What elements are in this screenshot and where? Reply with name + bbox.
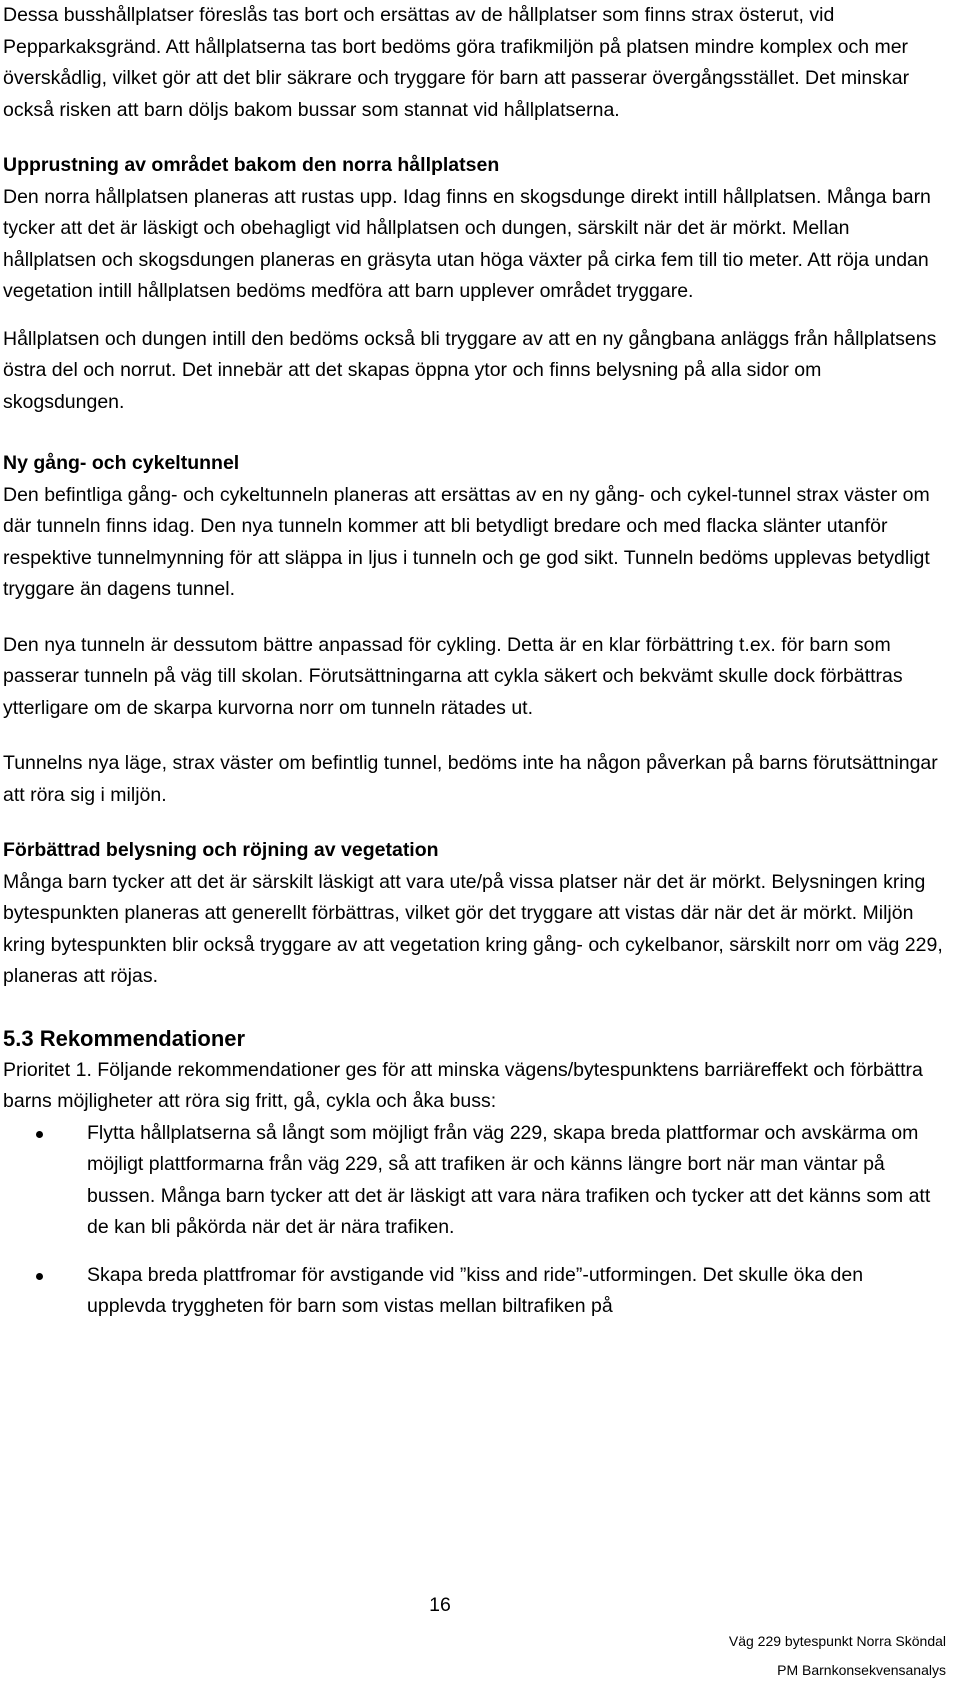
footer-project-title: Väg 229 bytespunkt Norra Sköndal [728, 1633, 946, 1649]
page-content [3, 0, 943, 1323]
bullet-icon [36, 1273, 43, 1280]
paragraph-tunnel-location: Tunnelns nya läge, strax väster om befintlig tunnel, bedöms inte ha någon påverkan på barns förutsättningar att röra sig i miljön. [3, 752, 938, 806]
footer-document-type: PM Barnkonsekvensanalys [777, 1662, 946, 1678]
heading-north-stop-upgrade: Upprustning av området bakom den norra hållplatsen [3, 154, 500, 176]
paragraph-lighting: Många barn tycker att det är särskilt läskigt att vara ute/på vissa platser när det är mörkt. Belysningen kring bytespunkten planeras att generellt förbättras, vilket gör det tryggare att vistas där när det är mörkt. Miljön kring bytespunkten blir också tryggare av att vegetation kring gång- och cykelbanor, särskilt norr om väg 229, planeras att röjas. [3, 870, 943, 987]
page-footer [729, 1627, 946, 1685]
paragraph-north-stop: Den norra hållplatsen planeras att rustas upp. Idag finns en skogsdunge direkt intill hållplatsen. Många barn tycker att det är läskigt och obehagligt vid hållplatsen och dungen, särskilt när det är mörkt. Mellan hållplatsen och skogsdungen planeras en gräsyta utan höga växter på cirka fem till tio meter. Att röja undan vegetation intill hållplatsen bedöms medföra att barn upplever området tryggare. [3, 185, 931, 302]
list-item-text: Skapa breda plattfromar för avstigande vid ”kiss and ride”-utformingen. Det skulle öka den upplevda tryggheten för barn som vistas mellan biltrafiken på [87, 1263, 864, 1317]
paragraph-tunnel-cycling: Den nya tunneln är dessutom bättre anpassad för cykling. Detta är en klar förbättring t.ex. för barn som passerar tunneln på väg till skolan. Förutsättningarna att cykla säkert och bekvämt skulle dock förbättras ytterligare om de skarpa kurvorna norr om tunneln rätades ut. [3, 633, 903, 719]
bullet-icon [36, 1131, 43, 1138]
list-item [3, 1260, 943, 1323]
list-item-text: Flytta hållplatserna så långt som möjligt från väg 229, skapa breda plattformar och avskärma om möjligt plattformarna från väg 229, så att trafiken är och känns längre bort när man väntar på bussen. Många barn tycker att det är läskigt att vara nära trafiken och tycker att det känns som att de kan bli påkörda när det är nära trafiken. [87, 1121, 931, 1238]
paragraph-bus-stops: Dessa busshållplatser föreslås tas bort och ersättas av de hållplatser som finns strax österut, vid Pepparkaksgränd. Att hållplatserna tas bort bedöms göra trafikmiljön på platsen mindre komplex och mer överskådlig, vilket gör att det blir säkrare och tryggare för barn att passerar övergångsstället. Det minskar också risken att barn döljs bakom bussar som stannat vid hållplatserna. [3, 4, 910, 121]
paragraph-priority: Prioritet 1. Följande rekommendationer ges för att minska vägens/bytespunktens barriäreffekt och förbättra barns möjligheter att röra sig fritt, gå, cykla och åka buss: [3, 1058, 923, 1112]
heading-new-tunnel: Ny gång- och cykeltunnel [3, 452, 240, 474]
section-heading-recommendations: 5.3 Rekommendationer [3, 1025, 246, 1051]
list-item [3, 1118, 943, 1244]
heading-lighting-vegetation: Förbättrad belysning och röjning av vegetation [3, 839, 439, 861]
recommendation-list [3, 1118, 943, 1323]
paragraph-tunnel-replacement: Den befintliga gång- och cykeltunneln planeras att ersättas av en ny gång- och cykel-tunnel strax väster om där tunneln finns idag. Den nya tunneln kommer att bli betydligt bredare och med flacka slänter utanför respektive tunnelmynning för att släppa in ljus i tunneln och ge god sikt. Tunneln bedöms upplevas betydligt tryggare än dagens tunnel. [3, 483, 930, 600]
paragraph-new-walkway: Hållplatsen och dungen intill den bedöms också bli tryggare av att en ny gångbana anläggs från hållplatsens östra del och norrut. Det innebär att det skapas öppna ytor och finns belysning på alla sidor om skogsdungen. [3, 327, 937, 413]
page-number: 16 [429, 1594, 451, 1616]
